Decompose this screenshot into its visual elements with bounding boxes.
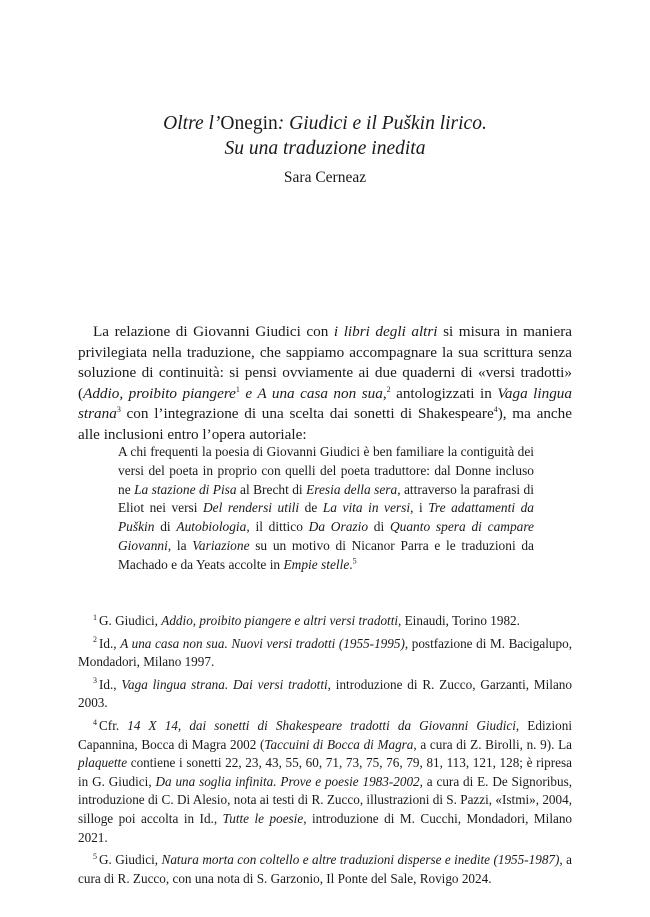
footnote-ref[interactable]: 3 [116, 405, 121, 415]
footnote-ref[interactable]: 5 [352, 556, 357, 566]
text-run: su un motivo di Nicanor Parra e le traduzioni da Machado e da Yeats accolte in [118, 537, 534, 572]
text-run-italic: Addio, proibito piangere e altri versi tradotti [161, 613, 399, 628]
text-run: Cfr. [99, 717, 128, 733]
text-run: , il dittico [246, 519, 309, 535]
footnote-4 [78, 717, 572, 847]
article-title [0, 111, 650, 161]
text-run: di [368, 519, 390, 535]
text-run: con l’integrazione di una scelta dai sonetti di Shakespeare [120, 405, 494, 423]
text-run-italic: Quanto spera di campare Giovanni [118, 519, 534, 553]
footnote-ref[interactable]: 1 [235, 384, 240, 394]
title-part: : Giudici e il Puškin lirico. [277, 113, 487, 134]
footnote-number: 3 [93, 676, 97, 686]
text-run-italic: Addio, proibito piangere [83, 384, 236, 402]
text-run-italic: 14 X 14, dai sonetti di Shakespeare tradotti da Giovanni Giudici [127, 717, 516, 733]
text-run-italic: Eresia della sera [306, 481, 398, 497]
footnote-number: 2 [93, 635, 97, 645]
text-run-italic: Vaga lingua strana [78, 384, 572, 423]
footnote-number: 4 [93, 717, 97, 727]
text-run-italic: plaquette [78, 755, 128, 771]
author-name: Sara Cerneaz [283, 169, 367, 186]
text-run: , i [410, 500, 429, 516]
text-run: de [299, 500, 323, 516]
text-run: , a cura di Z. Birolli, n. 9). La [413, 736, 572, 752]
footnote-3 [78, 676, 572, 713]
footnote-2 [78, 635, 572, 672]
text-run: . [349, 556, 353, 572]
text-run: , Einaudi, Torino 1982. [398, 613, 520, 628]
text-run-italic: Variazione [192, 537, 250, 553]
text-run: di [154, 519, 177, 535]
title-line-2: Su una traduzione inedita [224, 138, 426, 159]
text-run-italic: A una casa non sua. Nuovi versi tradotti (1955-1995) [120, 635, 405, 651]
text-run-italic: Tre adattamenti da Puškin [118, 500, 534, 535]
text-run: al Brecht di [236, 481, 307, 497]
text-run-italic: Autobiologia [176, 519, 247, 535]
text-run: , a cura di E. De Signoribus, introduzione di C. Di Alesio, nota ai testi di R. Zucco, illustrazioni di S. Pazzi, «Istmi», 2004, silloge poi accolta in Id., [78, 773, 573, 826]
footnote-1 [78, 612, 572, 631]
footnote-5 [78, 851, 572, 888]
body-paragraph [78, 322, 572, 446]
footnote-ref[interactable]: 4 [493, 405, 498, 415]
text-run: , introduzione di R. Zucco, Garzanti, Milano 2003. [78, 676, 572, 711]
title-block [0, 111, 650, 188]
text-run-italic: Del rendersi utili [203, 500, 300, 516]
text-run: G. Giudici, [99, 852, 162, 868]
text-run: A chi frequenti la poesia di Giovanni Giudici è ben familiare la contiguità dei versi del poeta in proprio con quelli del poeta traduttore: dal Donne incluso ne [118, 444, 534, 497]
text-run: ), ma anche alle inclusioni entro l’opera autoriale: [78, 405, 572, 443]
title-onegin: Onegin [220, 113, 278, 134]
text-run: , Edizioni Capannina, Bocca di Magra 2002 ( [78, 717, 572, 752]
text-run: contiene i sonetti 22, 23, 43, 55, 60, 71, 73, 75, 76, 79, 81, 113, 121, 128; è ripresa in G. Giudici, [78, 755, 572, 789]
text-run: , postfazione di M. Bacigalupo, Mondadori, Milano 1997. [78, 635, 572, 670]
footnote-number: 5 [93, 851, 97, 861]
text-run: , introduzione di M. Cucchi, Mondadori, Milano 2021. [78, 810, 573, 845]
text-run: antologizzati in [390, 384, 498, 402]
text-run: si misura in maniera privilegiata nella traduzione, che sappiamo accompagnare la sua scrittura senza soluzione di continuità: si pensi ovviamente ai due quaderni di «versi tradotti» ( [78, 323, 572, 402]
text-run: Id., [99, 676, 122, 692]
text-run-italic: Tutte le poesie [222, 810, 304, 826]
text-run-italic: Vaga lingua strana. Dai versi tradotti [121, 676, 328, 692]
text-run-italic: Taccuini di Bocca di Magra [264, 736, 414, 752]
text-run-italic: Da Orazio [308, 519, 369, 535]
text-run: , a cura di R. Zucco, con una nota di S. Garzonio, Il Ponte del Sale, Rovigo 2024. [78, 852, 572, 886]
block-quote [118, 443, 534, 575]
text-run: La relazione di Giovanni Giudici con [93, 323, 334, 340]
title-part: Oltre l’ [163, 113, 221, 134]
text-run-italic: A una casa non sua [257, 384, 383, 402]
title-line-1 [163, 113, 487, 134]
text-run-italic: e [239, 384, 258, 402]
text-run-italic: Empie stelle [283, 556, 350, 572]
text-run-italic: La stazione di Pisa [134, 481, 237, 497]
text-run: , la [167, 537, 193, 553]
text-run: , attraverso la parafrasi di Eliot nei versi [118, 481, 534, 516]
footnote-ref[interactable]: 2 [386, 384, 391, 394]
text-run: G. Giudici, [99, 613, 162, 628]
text-run: , [382, 384, 387, 402]
text-run-italic: La vita in versi [322, 500, 411, 516]
text-run-italic: Da una soglia infinita. Prove e poesie 1983-2002 [155, 773, 420, 789]
footnotes [78, 612, 572, 892]
text-run-italic: i libri degli altri [333, 323, 438, 340]
footnote-number: 1 [93, 612, 97, 622]
text-run: Id., [99, 635, 121, 651]
text-run-italic: Natura morta con coltello e altre traduzioni disperse e inedite (1955-1987) [161, 852, 560, 868]
